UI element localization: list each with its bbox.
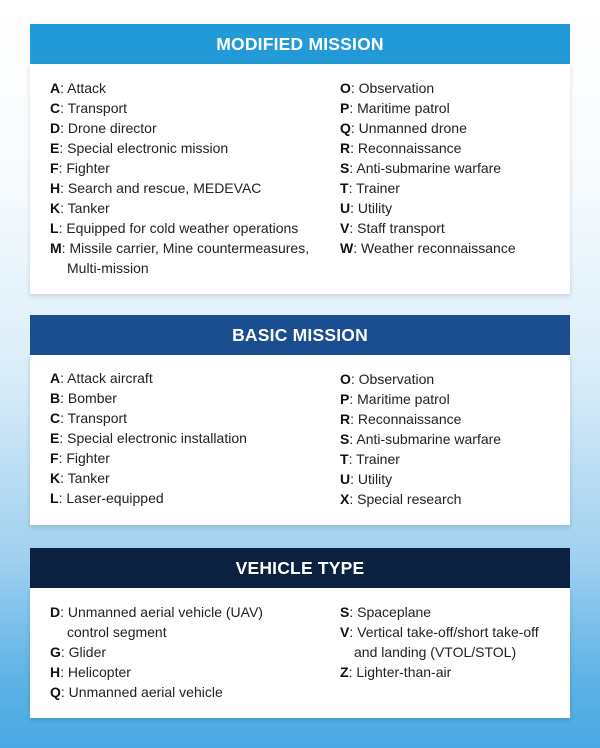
vehicle-left-column (50, 602, 335, 702)
list-item-continuation: control segment (67, 624, 167, 640)
list-item: C : Transport (50, 100, 128, 116)
list-item: G : Glider (50, 644, 107, 660)
list-item: A : Attack aircraft (50, 370, 153, 386)
list-item: E : Special electronic mission (50, 140, 229, 156)
list-item: Z : Lighter-than-air (340, 664, 452, 680)
list-item: T : Trainer (340, 180, 400, 196)
list-item-continuation: Multi-mission (67, 260, 149, 276)
list-item: B : Bomber (50, 390, 117, 406)
list-item: F : Fighter (50, 160, 110, 176)
list-item: P : Maritime patrol (340, 391, 450, 407)
list-item: U : Utility (340, 471, 393, 487)
list-item: L : Equipped for cold weather operations (50, 220, 299, 236)
list-item: R : Reconnaissance (340, 411, 462, 427)
list-item: Q : Unmanned aerial vehicle (50, 684, 223, 700)
list-item: K : Tanker (50, 200, 110, 216)
basic-mission-header (30, 315, 570, 355)
modified-mission-panel (30, 64, 570, 294)
basic-mission-section (30, 315, 570, 525)
basic-left-column (50, 368, 335, 508)
list-item: O : Observation (340, 371, 435, 387)
list-item: V : Vertical take-off/short take-off (340, 624, 539, 640)
list-item-continuation: and landing (VTOL/STOL) (354, 644, 517, 660)
section-title: MODIFIED MISSION (216, 33, 384, 54)
basic-mission-panel (30, 355, 570, 525)
list-item: P : Maritime patrol (340, 100, 450, 116)
modified-right-column (340, 78, 560, 258)
list-item: W : Weather reconnaissance (340, 240, 516, 256)
list-item: D : Drone director (50, 120, 157, 136)
list-item: F : Fighter (50, 450, 110, 466)
list-item: X : Special research (340, 491, 462, 507)
list-item: M : Missile carrier, Mine countermeasures, (50, 240, 310, 256)
vehicle-type-header (30, 548, 570, 588)
basic-right-column (340, 369, 560, 509)
section-title: BASIC MISSION (232, 324, 368, 345)
list-item: Q : Unmanned drone (340, 120, 467, 136)
modified-left-column (50, 78, 335, 278)
modified-mission-header (30, 24, 570, 64)
list-item: L : Laser-equipped (50, 490, 164, 506)
list-item: R : Reconnaissance (340, 140, 462, 156)
list-item: S : Anti-submarine warfare (340, 160, 502, 176)
list-item: V : Staff transport (340, 220, 445, 236)
section-title: VEHICLE TYPE (235, 557, 365, 578)
list-item: H : Helicopter (50, 664, 131, 680)
vehicle-type-section (30, 548, 570, 718)
list-item: S : Anti-submarine warfare (340, 431, 502, 447)
list-item: A : Attack (50, 80, 107, 96)
vehicle-type-panel (30, 588, 570, 718)
list-item: U : Utility (340, 200, 393, 216)
list-item: O : Observation (340, 80, 435, 96)
list-item: D : Unmanned aerial vehicle (UAV) (50, 604, 263, 620)
list-item: K : Tanker (50, 470, 110, 486)
list-item: E : Special electronic installation (50, 430, 247, 446)
modified-mission-section (30, 24, 570, 294)
list-item: H : Search and rescue, MEDEVAC (50, 180, 262, 196)
list-item: C : Transport (50, 410, 128, 426)
vehicle-right-column (340, 602, 565, 682)
list-item: T : Trainer (340, 451, 400, 467)
list-item: S : Spaceplane (340, 604, 432, 620)
